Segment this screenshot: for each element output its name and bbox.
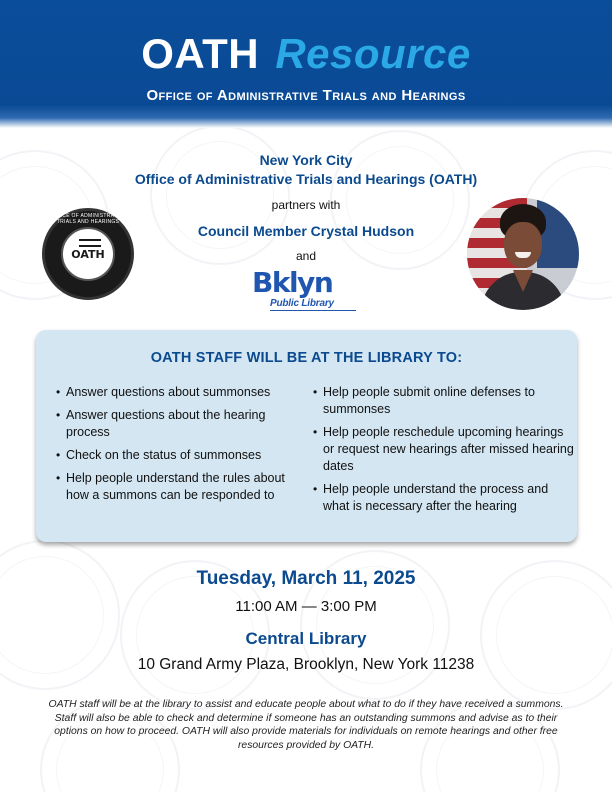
event-venue: Central Library bbox=[245, 629, 367, 648]
brooklyn-public-library-logo bbox=[250, 266, 360, 314]
council-member-portrait bbox=[467, 198, 579, 310]
library-logo-subtext: Public Library bbox=[270, 298, 334, 309]
footer-description: OATH staff will be at the library to assist and educate people about what to do if they have received a summons. Staff will also be able to check and determine if someone has an outstanding summons and advise as to their options on how to proceed. OATH will also provide materials for individuals on remote hearings and other free resources provided by OATH. bbox=[48, 699, 564, 751]
banner-subtitle: Office of Administrative Trials and Hearings bbox=[146, 87, 466, 104]
list-item: • Check on the status of summonses bbox=[56, 447, 301, 464]
list-item: • Help people understand the rules about how a summons can be responded to bbox=[56, 470, 301, 504]
oath-seal-ring-text: OFFICE OF ADMINISTRATIVE TRIALS AND HEARINGS bbox=[49, 213, 127, 225]
oath-seal-text: OATH bbox=[71, 248, 105, 261]
services-heading: OATH STAFF WILL BE AT THE LIBRARY TO: bbox=[150, 350, 463, 366]
building-icon bbox=[79, 239, 101, 247]
event-address: 10 Grand Army Plaza, Brooklyn, New York 11238 bbox=[137, 656, 475, 673]
banner-title-accent: Resource bbox=[275, 30, 471, 77]
intro-partners-with: partners with bbox=[271, 198, 341, 212]
event-time: 11:00 AM — 3:00 PM bbox=[235, 598, 377, 615]
oath-seal-inner bbox=[61, 227, 115, 281]
oath-seal-logo bbox=[42, 208, 134, 300]
list-item: • Help people understand the process and what is necessary after the hearing bbox=[313, 481, 575, 515]
list-item: • Help people reschedule upcoming hearings or request new hearings after missed hearing dates bbox=[313, 424, 575, 475]
list-item: • Help people submit online defenses to summonses bbox=[313, 384, 575, 418]
intro-oath-name: Office of Administrative Trials and Hearings (OATH) bbox=[134, 171, 478, 187]
event-date: Tuesday, March 11, 2025 bbox=[196, 568, 416, 589]
library-services-box bbox=[36, 330, 577, 542]
library-logo-wordmark: Bklyn bbox=[252, 266, 333, 299]
intro-and: and bbox=[295, 249, 317, 263]
banner-title-main: OATH bbox=[141, 30, 260, 77]
services-list-right bbox=[313, 384, 575, 521]
services-list-left bbox=[56, 384, 301, 510]
list-item: • Answer questions about the hearing process bbox=[56, 407, 301, 441]
portrait-face bbox=[504, 222, 542, 268]
banner-title bbox=[0, 30, 612, 78]
header-banner bbox=[0, 0, 612, 128]
intro-nyc: New York City bbox=[259, 152, 353, 168]
intro-council-member: Council Member Crystal Hudson bbox=[197, 223, 415, 239]
library-logo-rule bbox=[270, 310, 356, 311]
list-item: • Answer questions about summonses bbox=[56, 384, 301, 401]
background-seal-watermark bbox=[150, 125, 290, 265]
